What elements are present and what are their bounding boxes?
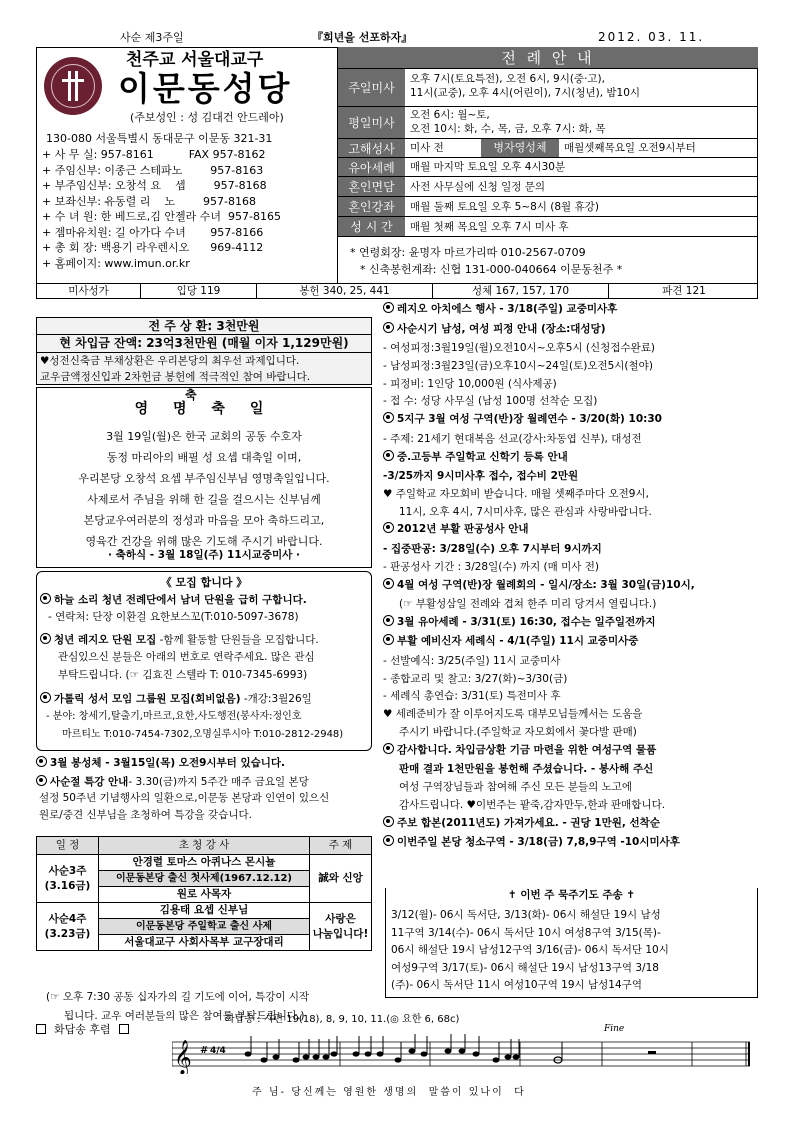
- sunday-mass-row: [338, 69, 757, 107]
- recruit-item-heading: 가톨릭 성서 모임 그룹원 모집(회비없음): [54, 693, 241, 705]
- rosary-line: (주)- 06시 독서단 11시 여성10구역 19시 남성14구역: [391, 979, 642, 991]
- debt-repaid-title: 전 주 상 환: 3천만원: [148, 319, 260, 333]
- notice-text: - 피정비: 1인당 10,000원 (식사제공): [383, 377, 557, 390]
- name-day-body: [37, 426, 371, 552]
- bullet-icon: [383, 522, 394, 533]
- motto: 『희년을 선포하자』: [312, 31, 413, 44]
- adoration-value: 매월 첫째 목요일 오후 7시 미사 후: [410, 221, 569, 233]
- bullet-icon: [383, 816, 394, 827]
- notice-heading: [383, 302, 617, 317]
- liturgy-title: 전 례 안 내: [338, 47, 758, 69]
- marriage-course-label: 혼인강좌: [338, 197, 405, 216]
- notice-detail: [383, 654, 560, 669]
- notice-text: - 집중판공: 3/28일(수) 오후 7시부터 9시까지: [383, 542, 602, 555]
- notice-detail: [383, 707, 642, 722]
- infant-baptism-value: 매월 마지막 토요일 오후 4시30분: [410, 161, 566, 173]
- notice-detail: [383, 469, 578, 484]
- notice-text: 레지오 아치에스 행사 - 3/18(주일) 교중미사후: [397, 303, 618, 315]
- notice-text: - 판공성사 기간 : 3/28일(수) 까지 (매 미사 전): [383, 560, 599, 573]
- psalm-label-text: 화답송 후렴: [54, 1023, 111, 1036]
- rest-icon: [648, 1051, 656, 1054]
- table-row: [37, 903, 372, 951]
- music-staff: [172, 1034, 750, 1074]
- bullet-icon: [383, 578, 394, 589]
- notice-heading: [383, 522, 528, 537]
- debt-note: ♥성전신축금 부채상환은 우리본당의 최우선 과제입니다.: [40, 355, 300, 367]
- notice-text: ♥ 세례준비가 잘 이루어지도록 대부모님들께서는 도움을: [383, 708, 643, 721]
- name-day-box: [36, 387, 372, 568]
- notice-heading: [383, 412, 662, 427]
- name-day-title: 영 명 축 일: [134, 401, 274, 417]
- marriage-course-row: [338, 197, 757, 217]
- rosary-line: 3/12(월)- 06시 독서단, 3/13(화)- 06시 해설단 19시 남성: [391, 909, 661, 921]
- name-day-line: 3월 19일(월)은 한국 교회의 공동 수호자: [106, 430, 302, 443]
- marriage-course-value: 매월 둘째 토요일 오후 5~8시 (8월 휴강): [410, 201, 599, 213]
- stats-communion: 성체 167, 157, 170: [433, 284, 609, 299]
- bullet-icon: [36, 756, 47, 767]
- stats-entrance: 입당 119: [141, 284, 257, 299]
- notice-text: (☞ 부활성삼일 전례와 겹쳐 한주 미리 당겨서 열립니다.): [399, 598, 657, 610]
- notice-detail: [383, 798, 665, 813]
- parish-logo-icon: [44, 57, 102, 115]
- homepage-link[interactable]: + 홈페이지: www.imun.or.kr: [42, 256, 190, 270]
- notice-text: - 접 수: 성당 사무실 (남성 100명 선착순 모집): [383, 395, 598, 408]
- bullet-icon: [383, 615, 394, 626]
- contact-list: [42, 147, 281, 271]
- recruit-item-detail: - 분야: 창세기,탈출기,마르코,요한,사도행전(봉사자:정인호: [46, 710, 302, 722]
- notice-detail: [383, 672, 567, 687]
- notice-text: 4월 여성 구역(반)장 월례회의 - 일시/장소: 3월 30일(금)10시,: [397, 578, 695, 591]
- notice-text: 중.고등부 주일학교 신학기 등록 안내: [397, 450, 568, 463]
- rosary-line: 11구역 3/14(수)- 06시 독서단 10시 여성8구역 3/15(목)-: [391, 926, 661, 939]
- notice-detail: [383, 762, 653, 777]
- notice-text: 사순시기 남성, 여성 피정 안내 (장소:대성당): [397, 322, 606, 335]
- lecture-date: 사순3주 (3.16금): [37, 855, 99, 903]
- notice-detail: [383, 487, 649, 502]
- table-header-row: [37, 837, 372, 855]
- stats-hymn-label: 미사성가: [37, 284, 141, 299]
- bullet-icon: [383, 450, 394, 461]
- patron-saint: (주보성인 : 성 김대건 안드레아): [130, 111, 284, 124]
- contact-president: + 총 회 장: 백용기 라우렌시오 969-4112: [42, 241, 264, 254]
- recruit-choir: [40, 593, 307, 627]
- recruit-item-detail: 마르티노 T:010-7454-7302,오명실루시아 T:010-2812-2948): [62, 728, 344, 740]
- marriage-value: 사전 사무실에 신청 일정 문의: [410, 181, 546, 193]
- notice-text: - 여성피정:3월19일(월)오전10시~오후5시 (신청접수완료): [383, 342, 655, 354]
- notice-detail: [383, 560, 599, 575]
- bullet-icon: [383, 835, 394, 846]
- weekday-mass-row: [338, 107, 757, 139]
- lent-lecture-detail: - 3.30(금)까지 5주간 매주 금요일 본당: [128, 775, 309, 788]
- name-day-line: 동정 마리아의 배필 성 요셉 대축일 이며,: [106, 451, 302, 464]
- notice-text: 이번주일 본당 청소구역 - 3/18(금) 7,8,9구역 -10시미사후: [397, 836, 680, 849]
- notice-text: 여성 구역장님들과 참여해 주신 모든 분들의 노고에: [399, 781, 633, 794]
- marriage-label: 혼인면담: [338, 177, 405, 196]
- notice-text: 11시, 오후 4시, 7시미사후, 많은 관심과 사랑바랍니다.: [399, 505, 652, 518]
- psalm-label: [36, 1022, 129, 1037]
- name-day-line: 본당교우여러분의 정성과 마음을 모아 축하드리고,: [83, 514, 325, 527]
- weekday-mass-line: 오전 10시: 화, 수, 목, 금, 오후 7시: 화, 목: [410, 123, 606, 135]
- parish-info: [36, 47, 338, 283]
- recruit-item-detail: 관심있으신 분들은 아래의 번호로 연락주세요. 많은 관심: [58, 650, 315, 663]
- bullet-icon: [36, 775, 47, 786]
- notice-text: 5지구 3월 여성 구역(반)장 월례연수 - 3/20(화) 10:30: [397, 413, 662, 426]
- notice-heading: [383, 322, 606, 337]
- notes: [245, 1048, 563, 1063]
- fine-marking: Fine: [604, 1024, 625, 1034]
- celebration-mark: 축: [185, 388, 197, 402]
- sunday-mass-label: 주일미사: [338, 69, 405, 106]
- notice-text: 감사합니다. 차입금상환 기금 마련을 위한 여성구역 물품: [397, 743, 657, 756]
- notice-detail: [383, 359, 653, 374]
- notice-text: 감사드립니다. ♥이번주는 팥죽,감자만두,한과 판매합니다.: [399, 798, 666, 811]
- notice-detail: [383, 597, 656, 612]
- confession-label: 고해성사: [338, 139, 405, 157]
- lecture-date: 사순4주 (3.23금): [37, 903, 99, 951]
- lecturer-name: 김용태 요셉 신부님: [99, 903, 309, 919]
- recruit-item-detail: - 연락처: 단장 이환걸 요한보스꼬(T:010-5097-3678): [48, 610, 299, 623]
- name-day-line: 영육간 건강을 위해 많은 기도해 주시기 바랍니다.: [85, 535, 323, 548]
- parish-name: 이문동성당: [118, 69, 293, 108]
- lecture-notices: [36, 756, 329, 823]
- home-communion-notice: 3월 봉성체 - 3월15일(목) 오전9시부터 있습니다.: [50, 757, 286, 769]
- time-signature: 4/4: [210, 1046, 226, 1056]
- adoration-row: [338, 217, 757, 237]
- notice-heading: [383, 578, 695, 593]
- recruit-item-heading: 청년 레지오 단원 모집: [54, 634, 157, 646]
- adoration-label: 성 시 간: [338, 217, 405, 236]
- recruit-legio: [40, 633, 319, 684]
- debt-balance: 현 차입금 잔액: 23억3천만원 (매월 이자 1,129만원): [37, 334, 371, 353]
- notice-text: - 남성피정:3월23일(금)오후10시~24일(토)오전5시(철야): [383, 359, 653, 372]
- lecturer-detail: 이문동본당 주일학교 출신 사제: [99, 919, 309, 935]
- lecturer-detail: 이문동본당 출신 첫사제(1967.12.12): [99, 871, 309, 887]
- sunday-mass-line: 오후 7시(토요특전), 오전 6시, 9시(중·고),: [410, 73, 605, 85]
- rosary-line: 06시 해설단 19시 남성12구역 3/16(금)- 06시 독서단 10시: [391, 944, 669, 956]
- marriage-row: [338, 177, 757, 197]
- bullet-icon: [40, 633, 51, 644]
- lent-lecture-heading: 사순절 특강 안내: [50, 775, 129, 788]
- bullet-icon: [40, 593, 51, 604]
- notice-detail: [383, 689, 561, 704]
- recruit-item-heading: 하늘 소리 청년 전례단에서 남녀 단원을 급히 구합니다.: [54, 594, 307, 606]
- recruit-bible: [40, 692, 343, 743]
- recruitment-title: 《 모집 합니다 》: [160, 576, 248, 589]
- bullet-icon: [40, 692, 51, 703]
- sunday-mass-line: 11시(교중), 오후 4시(어린이), 7시(청년), 밤10시: [410, 87, 641, 99]
- notice-heading: [383, 450, 568, 465]
- notice-detail: [383, 780, 632, 795]
- notice-detail: [383, 432, 642, 447]
- debt-repayment-box: [36, 317, 372, 385]
- stats-row: [36, 283, 758, 299]
- bullet-icon: [383, 743, 394, 754]
- contact-office: + 사 무 실: 957-8161 FAX 957-8162: [42, 148, 266, 161]
- table-row: [37, 855, 372, 903]
- contact-pastor: + 주임신부: 이종근 스테파노 957-8163: [42, 163, 264, 177]
- lecturer-cell: [99, 855, 310, 903]
- notice-text: - 주제: 21세기 현대복음 선교(강사:차동엽 신부), 대성전: [383, 432, 642, 445]
- contact-convent: + 수 녀 원: 한 베드로,김 안젤라 수녀 957-8165: [42, 210, 281, 223]
- parish-address: 130-080 서울특별시 동대문구 이문동 321-31: [46, 132, 273, 145]
- notice-text: 주시기 바랍니다.(주일학교 자모회에서 꽃다발 판매): [399, 726, 637, 738]
- bullet-icon: [383, 302, 394, 313]
- notice-detail: [383, 542, 602, 557]
- infant-baptism-row: [338, 158, 757, 177]
- recruit-item-note: -함께 활동할 단원들을 모집합니다.: [156, 634, 319, 646]
- notice-heading: [383, 835, 680, 850]
- notice-detail: [383, 505, 652, 520]
- column-header: 일 정: [37, 837, 99, 855]
- sick-communion-value: 매월셋째목요일 오전9시부터: [564, 142, 696, 154]
- notice-text: - 세례식 총연습: 3/31(토) 특전미사 후: [383, 690, 561, 703]
- lecture-footnote-line: (☞ 오후 7:30 공동 십자가의 길 기도에 이어, 특강이 시작: [46, 991, 310, 1003]
- bullet-icon: [383, 322, 394, 333]
- infant-baptism-label: 유아세례: [338, 158, 405, 176]
- debt-note: 교우금액정신입과 2차헌금 봉헌에 적극적인 참여 바랍니다.: [40, 371, 311, 383]
- psalm-lyrics: 주 님- 당신께는 영원한 생명의 말씀이 있나이 다: [252, 1087, 526, 1098]
- lecture-schedule-table: [36, 836, 372, 951]
- weekday-mass-label: 평일미사: [338, 107, 405, 138]
- lecture-topic: 誠와 신앙: [310, 855, 372, 903]
- notice-text: ♥ 주일학교 자모회비 받습니다. 매월 셋째주마다 오전9시,: [383, 487, 649, 500]
- notice-text: 2012년 부활 판공성사 안내: [397, 523, 529, 536]
- notice-heading: [383, 634, 638, 649]
- stats-recessional: 파견 121: [662, 285, 706, 297]
- federation-contact: * 연령회장: 윤명자 마르가리따 010-2567-0709: [350, 246, 586, 259]
- rosary-line: 여성9구역 3/17(토)- 06시 해설단 19시 남성13구역 3/18: [391, 961, 659, 974]
- name-day-line: 사제로서 주님을 위해 한 길을 걸으시는 신부님께: [87, 493, 321, 506]
- notice-text: - 종합교리 및 찰고: 3/27(화)~3/30(금): [383, 672, 568, 685]
- contact-curate: + 보좌신부: 유동렬 리 노 957-8168: [42, 194, 256, 208]
- notice-detail: [383, 341, 655, 356]
- stats-offertory: 봉헌 340, 25, 441: [257, 284, 433, 299]
- bullet-icon: [383, 634, 394, 645]
- sick-communion-label: 병자영성체: [481, 139, 559, 157]
- rosary-title: ✝ 이번 주 묵주기도 주송 ✝: [386, 888, 757, 903]
- rosary-box: [385, 888, 758, 998]
- notice-heading: [383, 816, 660, 831]
- psalm-reference: 화답송 : 시편 19(18), 8, 9, 10, 11.(◎ 요한 6, 68c): [225, 1014, 460, 1025]
- name-day-line: 우리본당 오창석 요셉 부주임신부님 영명축일입니다.: [78, 472, 330, 485]
- building-fund-account: * 신축봉헌계좌: 신협 131-000-040664 이문동천주 *: [360, 263, 623, 276]
- staff-notation: [172, 1034, 750, 1074]
- lecture-footnote-line: 됩니다. 교우 여러분들의 많은 참여를 부탁드립니다.): [64, 1010, 305, 1022]
- contact-kindergarten: + 젬마유치원: 길 아가다 수녀 957-8166: [42, 225, 264, 239]
- celebration-mass: · 축하식 - 3월 18일(주) 11시교중미사 ·: [108, 549, 300, 561]
- column-header: 주 제: [310, 837, 372, 855]
- bullet-icon: [383, 412, 394, 423]
- recruit-item-detail: 부탁드립니다. (☞ 김효진 스텔라 T: 010-7345-6993): [58, 668, 308, 681]
- bulletin-date: 2012. 03. 11.: [598, 30, 705, 44]
- lent-lecture-detail: 원로/중견 신부님을 초청하여 특강을 갖습니다.: [39, 809, 252, 821]
- notice-detail: [383, 394, 597, 409]
- recruit-item-note: -개강:3월26일: [240, 693, 312, 705]
- sharp-icon: #: [200, 1045, 209, 1056]
- notice-text: 판매 결과 1천만원을 봉헌해 주셨습니다. - 봉사해 주신: [399, 763, 654, 776]
- notice-text: - 선발예식: 3/25(주일) 11시 교중미사: [383, 654, 561, 667]
- notice-text: 3월 유아세례 - 3/31(토) 16:30, 접수는 일주일전까지: [397, 615, 656, 628]
- column-header: 초 청 강 사: [99, 837, 310, 855]
- treble-clef-icon: 𝄞: [174, 1040, 192, 1074]
- lent-lecture-detail: 설정 50주년 기념행사의 일환으로,이문동 본당과 인연이 있으신: [39, 792, 330, 804]
- lecturer-detail: 원로 사목자: [176, 888, 232, 900]
- confession-row: [338, 139, 757, 158]
- confession-value: 미사 전: [410, 142, 444, 154]
- lecturer-cell: [99, 903, 310, 951]
- notice-detail: [383, 725, 637, 740]
- weekday-mass-line: 오전 6시: 월~토,: [410, 109, 490, 121]
- contact-assistant-pastor: + 부주임신부: 오창석 요 셉 957-8168: [42, 179, 267, 192]
- lecturer-name: 안경렬 토마스 아퀴나스 몬시뇰: [99, 855, 309, 871]
- frame-icon: [36, 1024, 46, 1034]
- frame-icon: [119, 1024, 129, 1034]
- diocese-name: 천주교 서울대교구: [126, 50, 264, 70]
- notice-detail: [383, 377, 557, 392]
- season-label: 사순 제3주일: [120, 31, 184, 44]
- notice-heading: [383, 615, 656, 630]
- lecture-topic: 사랑은 나눔입니다!: [310, 903, 372, 951]
- notice-text: 부활 예비신자 세례식 - 4/1(주일) 11시 교중미사중: [397, 635, 639, 648]
- recruitment-box: [36, 571, 372, 751]
- notice-heading: [383, 743, 656, 758]
- lecturer-detail: 서울대교구 사회사목부 교구장대리: [124, 936, 284, 948]
- rosary-schedule: [391, 907, 669, 995]
- notice-text: -3/25까지 9시미사후 접수, 접수비 2만원: [383, 470, 579, 482]
- notice-text: 주보 합본(2011년도) 가져가세요. - 권당 1만원, 선착순: [397, 816, 660, 829]
